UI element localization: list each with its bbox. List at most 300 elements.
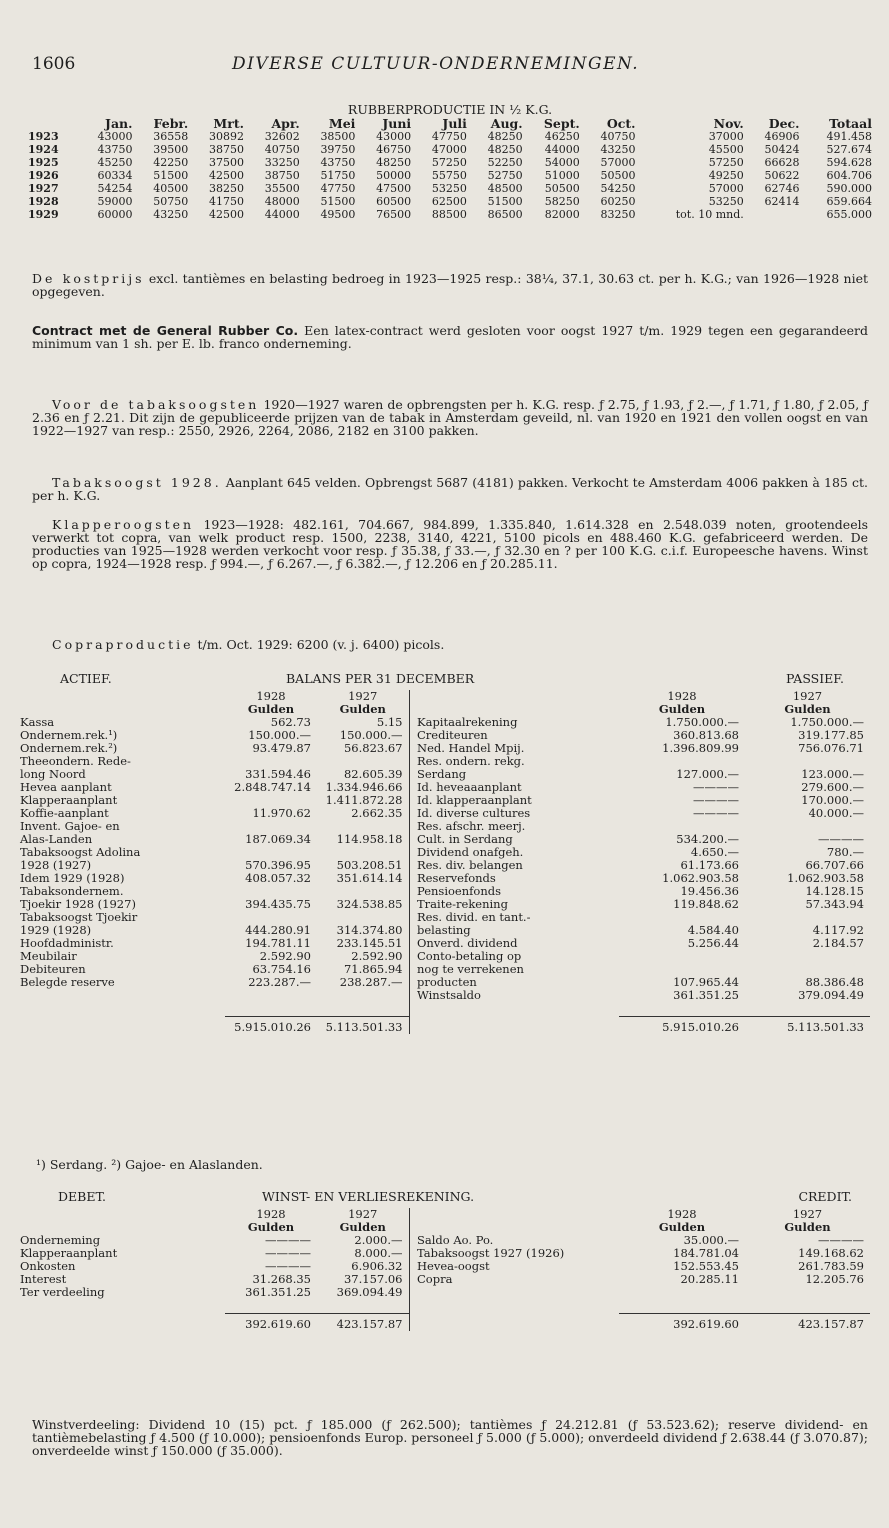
balance-header-cell: Gulden bbox=[247, 702, 295, 716]
wv-right-value: 261.783.59 bbox=[798, 1259, 864, 1273]
rubber-year-cell: 1927 bbox=[28, 182, 59, 195]
balance-right-label: Crediteuren bbox=[417, 728, 488, 742]
rubber-value-cell: 51500 bbox=[320, 195, 356, 208]
balance-right-value: ———— bbox=[818, 832, 864, 846]
balance-left-value: 11.970.62 bbox=[252, 806, 311, 820]
balance-left-label: Klapperaanplant bbox=[20, 793, 118, 807]
rubber-value-cell: 36558 bbox=[153, 130, 189, 143]
balance-left-label: Kassa bbox=[20, 715, 55, 729]
balance-left-value: 114.958.18 bbox=[336, 832, 403, 846]
rubber-value-cell: 590.000 bbox=[826, 182, 872, 195]
wv-left-label: Onderneming bbox=[20, 1233, 101, 1247]
balance-right-label: Serdang bbox=[417, 767, 467, 781]
wv-total-cell bbox=[417, 1314, 619, 1332]
page-number: 1606 bbox=[32, 54, 76, 74]
rubber-header-year bbox=[28, 117, 77, 130]
balance-table bbox=[20, 690, 870, 1034]
balance-separator bbox=[409, 963, 417, 976]
wv-right-value: 12.205.76 bbox=[805, 1272, 864, 1286]
balance-separator bbox=[409, 755, 417, 768]
rubber-value-cell: 54250 bbox=[600, 182, 636, 195]
balance-spacer-cell bbox=[745, 1002, 870, 1017]
balance-right-value: ———— bbox=[693, 793, 739, 807]
para-tabak2 bbox=[32, 476, 868, 502]
wv-left-label: Onkosten bbox=[20, 1259, 76, 1273]
wv-separator bbox=[409, 1273, 417, 1286]
wv-header-cell: 1927 bbox=[792, 1207, 823, 1221]
balance-right-value: 361.351.25 bbox=[673, 988, 739, 1002]
balance-left-value: 331.594.46 bbox=[245, 767, 311, 781]
balance-right-value: 40.000.— bbox=[808, 806, 864, 820]
rubber-value-cell: 527.674 bbox=[826, 143, 872, 156]
balance-heading bbox=[28, 672, 872, 686]
rubber-value-cell: 43250 bbox=[600, 143, 636, 156]
wv-left-value: 361.351.25 bbox=[245, 1285, 311, 1299]
balance-left-label: Tjoekir 1928 (1927) bbox=[20, 897, 136, 911]
rubber-month-header: Apr. bbox=[271, 116, 300, 131]
balance-right-value: 66.707.66 bbox=[805, 858, 864, 872]
balance-separator bbox=[409, 781, 417, 794]
balance-left-value bbox=[317, 989, 409, 1002]
rubber-header-row bbox=[28, 117, 872, 130]
rubber-value-cell: 49500 bbox=[320, 208, 356, 221]
wv-spacer-cell bbox=[225, 1299, 317, 1314]
para-kostprijs bbox=[32, 272, 868, 298]
balance-left-value: 223.287.— bbox=[248, 975, 311, 989]
rubber-value-cell: 43750 bbox=[97, 143, 133, 156]
rubber-value-cell: 86500 bbox=[487, 208, 523, 221]
rubber-value-cell: 53250 bbox=[431, 182, 467, 195]
para-klapper-text: 1923—1928: 482.161, 704.667, 984.899, 1.335.840, 1.614.328 en 2.548.039 noten, grootendeels verwerkt tot copra, van welk product resp. 1500, 2238, 3140, 4221, 5100 picols en 488.460 K.G. gefabriceerd werden. De producties van 1925—1928 werden verkocht voor resp. ƒ 35.38, ƒ 33.—, ƒ 32.30 en ? per 100 K.G. c.i.f. Europeesche havens. Winst op copra, 1924—1928 resp. ƒ 994.—, ƒ 6.267.—, ƒ 6.382.—, ƒ 12.206 en ƒ 20.285.11. bbox=[32, 517, 868, 571]
wv-header-cell bbox=[409, 1221, 417, 1234]
rubber-value-cell: 594.628 bbox=[826, 156, 872, 169]
para-kostprijs-text: excl. tantièmes en belasting bedroeg in 1923—1925 resp.: 38¼, 37.1, 30.63 ct. per h. K.G.; van 1926—1928 niet opgegeven. bbox=[32, 271, 868, 299]
wv-total-cell bbox=[20, 1314, 225, 1332]
rubber-value-cell: 38500 bbox=[320, 130, 356, 143]
balance-right-value: 14.128.15 bbox=[805, 884, 864, 898]
rubber-year-cell: 1926 bbox=[28, 169, 59, 182]
balance-left-value bbox=[225, 989, 317, 1002]
wv-left-value: 8.000.— bbox=[354, 1246, 403, 1260]
wv-total-cell: 392.619.60 bbox=[225, 1314, 317, 1332]
balance-header-cell bbox=[409, 690, 417, 703]
rubber-value-cell: 659.664 bbox=[826, 195, 872, 208]
balance-right-value: 127.000.— bbox=[676, 767, 739, 781]
rubber-value-cell: tot. 10 mnd. bbox=[675, 208, 744, 221]
balance-left-value: 324.538.85 bbox=[336, 897, 403, 911]
page-header bbox=[32, 54, 852, 82]
balance-left-value: 503.208.51 bbox=[336, 858, 403, 872]
balance-separator bbox=[409, 742, 417, 755]
balance-separator bbox=[409, 794, 417, 807]
balance-left-label: Alas-Landen bbox=[20, 832, 93, 846]
balance-separator bbox=[409, 898, 417, 911]
rubber-value-cell: 38750 bbox=[208, 143, 244, 156]
wv-total-cell: 392.619.60 bbox=[619, 1314, 745, 1332]
wv-spacer-cell bbox=[20, 1299, 225, 1314]
balance-separator bbox=[409, 729, 417, 742]
rubber-value-cell: 46750 bbox=[376, 143, 412, 156]
rubber-month-header: Aug. bbox=[490, 116, 523, 131]
rubber-value-cell: 48250 bbox=[487, 143, 523, 156]
balance-totals-row bbox=[20, 1017, 870, 1035]
rubber-month-header: Sept. bbox=[543, 116, 580, 131]
balance-right-label: Cult. in Serdang bbox=[417, 832, 513, 846]
rubber-value-cell: 52250 bbox=[487, 156, 523, 169]
rubber-value-cell: 57000 bbox=[708, 182, 744, 195]
balance-right-value: 19.456.36 bbox=[680, 884, 739, 898]
rubber-value-cell: 40500 bbox=[153, 182, 189, 195]
rubber-value-cell: 54254 bbox=[97, 182, 133, 195]
wv-right-value bbox=[745, 1286, 870, 1299]
rubber-value-cell: 49250 bbox=[708, 169, 744, 182]
balance-right-value: 360.813.68 bbox=[673, 728, 739, 742]
rubber-value-cell: 37000 bbox=[708, 130, 744, 143]
balance-spacer-cell bbox=[417, 1002, 619, 1017]
balance-right-value: 88.386.48 bbox=[805, 975, 864, 989]
rubber-value-cell: 43000 bbox=[97, 130, 133, 143]
balance-spacer-cell bbox=[619, 1002, 745, 1017]
wv-heading bbox=[28, 1190, 872, 1204]
wv-header-cell: 1928 bbox=[256, 1207, 286, 1221]
balance-separator bbox=[409, 768, 417, 781]
rubber-value-cell: 47750 bbox=[431, 130, 467, 143]
balance-left-value: 1.334.946.66 bbox=[325, 780, 403, 794]
rubber-value-cell: 33250 bbox=[264, 156, 300, 169]
rubber-value-cell: 60334 bbox=[97, 169, 133, 182]
rubber-value-cell: 30892 bbox=[208, 130, 244, 143]
wv-right-label: Hevea-oogst bbox=[417, 1259, 490, 1273]
balance-header-cell: Gulden bbox=[339, 702, 386, 716]
wv-header-cell: 1928 bbox=[667, 1207, 697, 1221]
balance-left-value: 187.069.34 bbox=[245, 832, 311, 846]
rubber-value-cell: 47500 bbox=[376, 182, 412, 195]
balance-left-label: Ondernem.rek.²) bbox=[20, 741, 118, 755]
rubber-value-cell: 57250 bbox=[708, 156, 744, 169]
para-contract-text: Een latex-contract werd gesloten voor oogst 1927 t/m. 1929 tegen een gegarandeerd minimum van 1 sh. per E. lb. franco onderneming. bbox=[32, 323, 868, 351]
rubber-month-header: Totaal bbox=[829, 116, 872, 131]
rubber-value-cell: 45500 bbox=[708, 143, 744, 156]
rubber-value-cell: 48250 bbox=[376, 156, 412, 169]
rubber-year-cell: 1925 bbox=[28, 156, 59, 169]
rubber-value-cell: 88500 bbox=[431, 208, 467, 221]
wv-left-value: 6.906.32 bbox=[351, 1259, 403, 1273]
rubber-value-cell: 48250 bbox=[487, 130, 523, 143]
wv-separator bbox=[409, 1260, 417, 1273]
para-klapper bbox=[32, 518, 868, 570]
rubber-value-cell: 60250 bbox=[600, 195, 636, 208]
para-copra-lead: Copraproductie bbox=[52, 637, 194, 652]
balance-right-label: Conto-betaling op bbox=[417, 949, 522, 963]
wv-header-cell: 1927 bbox=[348, 1207, 378, 1221]
wv-separator bbox=[409, 1247, 417, 1260]
rubber-value-cell: 50500 bbox=[544, 182, 580, 195]
balance-right-label: Kapitaalrekening bbox=[417, 715, 518, 729]
rubber-value-cell: 38250 bbox=[208, 182, 244, 195]
balance-left-label: Hoofdadministr. bbox=[20, 936, 114, 950]
balance-left-value: 150.000.— bbox=[339, 728, 403, 742]
wv-table-wrap bbox=[20, 1208, 870, 1331]
rubber-value-cell: 41750 bbox=[208, 195, 244, 208]
rubber-month-header: Mrt. bbox=[213, 116, 244, 131]
rubber-value-cell: 40750 bbox=[264, 143, 300, 156]
rubber-year-cell: 1924 bbox=[28, 143, 59, 156]
rubber-value-cell: 59000 bbox=[97, 195, 133, 208]
rubber-row bbox=[28, 195, 872, 208]
balance-right-value: 2.184.57 bbox=[812, 936, 864, 950]
balance-right-label: nog te verrekenen bbox=[417, 962, 524, 976]
balance-left-label: Invent. Gajoe- en bbox=[20, 819, 120, 833]
balance-right-label: Winstsaldo bbox=[417, 988, 481, 1002]
wv-spacer-cell bbox=[619, 1299, 745, 1314]
balance-left-label: Koffie-aanplant bbox=[20, 806, 109, 820]
balance-right-value: 5.256.44 bbox=[687, 936, 739, 950]
balance-right-value: 756.076.71 bbox=[798, 741, 864, 755]
rubber-value-cell: 45250 bbox=[97, 156, 133, 169]
rubber-value-cell: 39750 bbox=[320, 143, 356, 156]
wv-left-label: Interest bbox=[20, 1272, 67, 1286]
wv-header-cell: Gulden bbox=[247, 1220, 295, 1234]
rubber-value-cell: 43750 bbox=[320, 156, 356, 169]
para-klapper-lead: Klapperoogsten bbox=[52, 517, 195, 532]
rubber-value-cell: 37500 bbox=[208, 156, 244, 169]
rubber-year-cell: 1928 bbox=[28, 195, 59, 208]
rubber-value-cell: 51000 bbox=[544, 169, 580, 182]
balance-right-value: 4.117.92 bbox=[812, 923, 864, 937]
balance-left-label: Tabaksondernem. bbox=[20, 884, 124, 898]
balance-header-cell: 1928 bbox=[256, 689, 286, 703]
rubber-value-cell: 50424 bbox=[764, 143, 800, 156]
rubber-value-cell: 57000 bbox=[600, 156, 636, 169]
balance-separator bbox=[409, 846, 417, 859]
balance-right-value: 279.600.— bbox=[801, 780, 864, 794]
wv-left-value: 31.268.35 bbox=[252, 1272, 311, 1286]
balance-right-value: 123.000.— bbox=[801, 767, 864, 781]
balance-separator bbox=[409, 937, 417, 950]
rubber-table bbox=[28, 117, 872, 221]
rubber-month-header: Dec. bbox=[768, 116, 800, 131]
wv-right-label: Copra bbox=[417, 1272, 453, 1286]
balance-header-cell: Gulden bbox=[658, 702, 706, 716]
wv-total-cell bbox=[409, 1314, 417, 1332]
balance-right-value: 4.584.40 bbox=[687, 923, 739, 937]
balance-left-value: 5.15 bbox=[376, 715, 403, 729]
balance-right-label: Id. klapperaanplant bbox=[417, 793, 532, 807]
balance-right-value: 119.848.62 bbox=[673, 897, 739, 911]
rubber-value-cell: 62746 bbox=[764, 182, 800, 195]
para-copra-text: t/m. Oct. 1929: 6200 (v. j. 6400) picols. bbox=[193, 637, 445, 652]
rubber-value-cell: 491.458 bbox=[826, 130, 872, 143]
wv-spacer-cell bbox=[409, 1299, 417, 1314]
balance-table-wrap bbox=[20, 690, 870, 1034]
rubber-value-cell: 40750 bbox=[600, 130, 636, 143]
balance-spacer-cell bbox=[409, 1002, 417, 1017]
balance-left-label bbox=[20, 989, 225, 1002]
balance-left-value: 238.287.— bbox=[339, 975, 403, 989]
rubber-value-cell bbox=[744, 208, 800, 221]
balance-right-label: belasting bbox=[417, 923, 471, 937]
rubber-value-cell: 50750 bbox=[153, 195, 189, 208]
rubber-value-cell: 35500 bbox=[264, 182, 300, 195]
wv-right-value: 35.000.— bbox=[683, 1233, 739, 1247]
para-copra bbox=[32, 638, 868, 651]
page-title: DIVERSE CULTUUR-ONDERNEMINGEN. bbox=[232, 54, 640, 74]
balance-right-value: 1.750.000.— bbox=[790, 715, 864, 729]
rubber-value-cell: 42500 bbox=[208, 208, 244, 221]
rubber-row bbox=[28, 130, 872, 143]
balance-header-cell: 1927 bbox=[348, 689, 378, 703]
rubber-value-cell: 47750 bbox=[320, 182, 356, 195]
para-kostprijs-lead: De kostprijs bbox=[32, 271, 145, 286]
balance-right-value: 379.094.49 bbox=[798, 988, 864, 1002]
rubber-month-header: Nov. bbox=[713, 116, 744, 131]
balance-right-value: ———— bbox=[693, 780, 739, 794]
wv-row bbox=[20, 1273, 870, 1286]
balance-total-cell: 5.915.010.26 bbox=[619, 1017, 745, 1035]
para-tabak1-text: 1920—1927 waren de opbrengsten per h. K.G. resp. ƒ 2.75, ƒ 1.93, ƒ 2.—, ƒ 1.71, ƒ 1.80, ƒ 2.05, ƒ 2.36 en ƒ 2.21. Dit zijn de gepubliceerde prijzen van de tabak in Amsterdam geveild, nl. van 1920 en 1921 den vollen oogst en van 1922—1927 van resp.: 2550, 2926, 2264, 2086, 2182 en 3100 pakken. bbox=[32, 397, 868, 438]
winstverdeeling-text: Winstverdeeling: Dividend 10 (15) pct. ƒ 185.000 (ƒ 262.500); tantièmes ƒ 24.212.81 (ƒ 53.523.62); reserve dividend- en tantièmebelasting ƒ 4.500 (ƒ 10.000); pensioenfonds Europ. personeel ƒ 5.000 (ƒ 5.000); onverdeeld dividend ƒ 2.638.44 (ƒ 3.070.87); onverdeelde winst ƒ 150.000 (ƒ 35.000). bbox=[32, 1417, 868, 1458]
rubber-value-cell: 48500 bbox=[487, 182, 523, 195]
rubber-row bbox=[28, 208, 872, 221]
balance-left-label: Theeondern. Rede- bbox=[20, 754, 131, 768]
rubber-value-cell: 60000 bbox=[97, 208, 133, 221]
wv-spacer-cell bbox=[417, 1299, 619, 1314]
balance-right-value: 170.000.— bbox=[801, 793, 864, 807]
para-contract-lead: Contract met de General Rubber Co. bbox=[32, 323, 299, 338]
wv-left-value: 369.094.49 bbox=[336, 1285, 403, 1299]
balance-total-cell: 5.915.010.26 bbox=[225, 1017, 317, 1035]
rubber-value-cell: 51500 bbox=[153, 169, 189, 182]
balance-right-label: Res. div. belangen bbox=[417, 858, 523, 872]
balance-right-value: 1.062.903.58 bbox=[662, 871, 739, 885]
balance-left-value: 56.823.67 bbox=[343, 741, 403, 755]
para-tabak1-lead: Voor de tabaksoogsten bbox=[52, 397, 260, 412]
wv-right-value: 149.168.62 bbox=[798, 1246, 864, 1260]
balance-left-value: 82.605.39 bbox=[343, 767, 403, 781]
balance-separator bbox=[409, 911, 417, 924]
rubber-value-cell: 60500 bbox=[376, 195, 412, 208]
balance-left-label: Hevea aanplant bbox=[20, 780, 112, 794]
balance-header-cell: 1927 bbox=[792, 689, 823, 703]
rubber-value-cell: 51750 bbox=[320, 169, 356, 182]
rubber-value-cell: 52750 bbox=[487, 169, 523, 182]
balance-spacer-row bbox=[20, 1002, 870, 1017]
balance-spacer-cell bbox=[225, 1002, 317, 1017]
balance-right-label: Traite-rekening bbox=[417, 897, 508, 911]
balance-right-label: PASSIEF. bbox=[786, 671, 844, 686]
balance-total-cell bbox=[409, 1017, 417, 1035]
balance-right-label: Id. diverse cultures bbox=[417, 806, 531, 820]
wv-right-value: ———— bbox=[818, 1233, 864, 1247]
rubber-value-cell: 32602 bbox=[264, 130, 300, 143]
wv-total-cell: 423.157.87 bbox=[317, 1314, 409, 1332]
balance-separator bbox=[409, 716, 417, 729]
wv-left-value: 37.157.06 bbox=[343, 1272, 403, 1286]
balance-right-label: Id. heveaaanplant bbox=[417, 780, 522, 794]
balance-left-value: 351.614.14 bbox=[336, 871, 403, 885]
rubber-value-cell: 82000 bbox=[544, 208, 580, 221]
balance-left-label: Meubilair bbox=[20, 949, 77, 963]
balance-separator bbox=[409, 807, 417, 820]
rubber-value-cell: 46906 bbox=[764, 130, 800, 143]
rubber-value-cell: 655.000 bbox=[826, 208, 872, 221]
rubber-value-cell: 58250 bbox=[544, 195, 580, 208]
rubber-value-cell: 51500 bbox=[487, 195, 523, 208]
wv-right-value: 152.553.45 bbox=[673, 1259, 739, 1273]
wv-separator bbox=[409, 1234, 417, 1247]
wv-header-cell bbox=[20, 1208, 225, 1221]
balance-right-label: Pensioenfonds bbox=[417, 884, 501, 898]
balance-separator bbox=[409, 976, 417, 989]
rubber-month-header: Jan. bbox=[105, 116, 133, 131]
balance-separator bbox=[409, 833, 417, 846]
balance-left-label: long Noord bbox=[20, 767, 86, 781]
balance-total-cell bbox=[417, 1017, 619, 1035]
balance-left-value: 2.592.90 bbox=[351, 949, 403, 963]
wv-header-cell bbox=[409, 1208, 417, 1221]
balance-left-value: 2.592.90 bbox=[259, 949, 311, 963]
balance-total-cell: 5.113.501.33 bbox=[745, 1017, 870, 1035]
balance-left-value: 570.396.95 bbox=[245, 858, 311, 872]
wv-left-label: Klapperaanplant bbox=[20, 1246, 118, 1260]
balance-right-label: producten bbox=[417, 975, 477, 989]
rubber-month-header: Juli bbox=[442, 116, 467, 131]
rubber-value-cell: 62414 bbox=[764, 195, 800, 208]
wv-spacer-cell bbox=[745, 1299, 870, 1314]
rubber-value-cell: 48000 bbox=[264, 195, 300, 208]
rubber-table-wrap bbox=[28, 117, 872, 221]
rubber-value-cell: 43250 bbox=[153, 208, 189, 221]
wv-totals-row bbox=[20, 1314, 870, 1332]
balance-left-value: 394.435.75 bbox=[245, 897, 311, 911]
balance-right-value: 61.173.66 bbox=[680, 858, 739, 872]
balance-left-value: 63.754.16 bbox=[252, 962, 311, 976]
balance-right-label: Res. afschr. meerj. bbox=[417, 819, 526, 833]
rubber-value-cell: 50500 bbox=[600, 169, 636, 182]
balance-left-value: 314.374.80 bbox=[336, 923, 403, 937]
balance-spacer-cell bbox=[317, 1002, 409, 1017]
rubber-month-header: Oct. bbox=[606, 116, 636, 131]
rubber-value-cell: 50000 bbox=[376, 169, 412, 182]
wv-total-cell: 423.157.87 bbox=[745, 1314, 870, 1332]
balance-left-label: ACTIEF. bbox=[60, 671, 112, 686]
balance-left-label: Tabaksoogst Adolina bbox=[20, 845, 141, 859]
rubber-value-cell: 44000 bbox=[544, 143, 580, 156]
balance-right-value: 107.965.44 bbox=[673, 975, 739, 989]
para-tabak2-lead: Tabaksoogst 1928. bbox=[52, 475, 222, 490]
wv-header-cell: Gulden bbox=[658, 1220, 706, 1234]
balance-left-value: 93.479.87 bbox=[252, 741, 311, 755]
balance-header-cell: Gulden bbox=[784, 702, 831, 716]
wv-right-value: 184.781.04 bbox=[673, 1246, 739, 1260]
balance-left-label: 1928 (1927) bbox=[20, 858, 92, 872]
balance-right-label: Ned. Handel Mpij. bbox=[417, 741, 525, 755]
balance-left-value: 1.411.872.28 bbox=[325, 793, 403, 807]
balance-left-label: Idem 1929 (1928) bbox=[20, 871, 125, 885]
balance-left-value: 444.280.91 bbox=[245, 923, 311, 937]
balance-right-label: Dividend onafgeh. bbox=[417, 845, 524, 859]
rubber-value-cell: 55750 bbox=[431, 169, 467, 182]
wv-left-label: DEBET. bbox=[58, 1189, 106, 1204]
balance-right-value: 319.177.85 bbox=[798, 728, 864, 742]
balance-title: BALANS PER 31 DECEMBER bbox=[286, 671, 475, 686]
balance-left-label: Tabaksoogst Tjoekir bbox=[20, 910, 138, 924]
balance-separator bbox=[409, 885, 417, 898]
balance-separator bbox=[409, 859, 417, 872]
wv-separator bbox=[409, 1286, 417, 1299]
balance-year-row bbox=[20, 690, 870, 703]
balance-row bbox=[20, 989, 870, 1002]
